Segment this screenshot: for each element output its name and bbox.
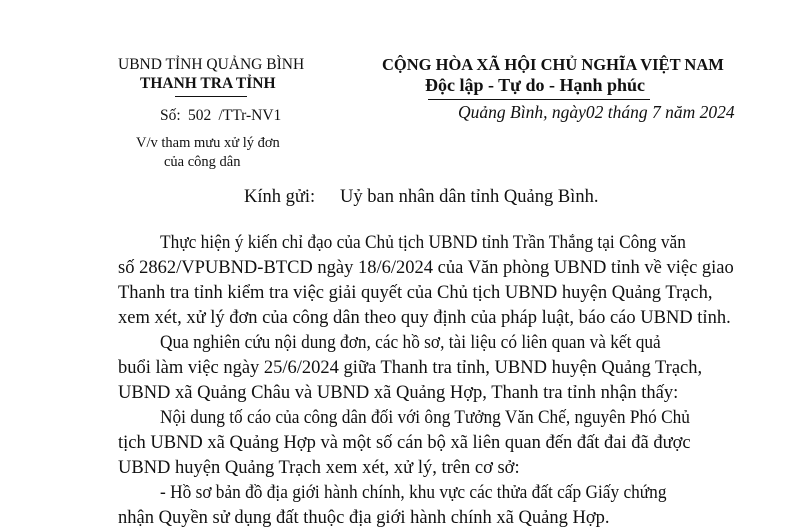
date-rest: tháng 7 năm 2024: [607, 102, 735, 122]
agency-parent: UBND TỈNH QUẢNG BÌNH: [118, 56, 305, 73]
agency-underline: [175, 96, 247, 97]
document-number: [160, 107, 281, 125]
subject-line-1: V/v tham mưu xử lý đơn: [136, 135, 280, 151]
body-line: xem xét, xử lý đơn của công dân theo quy định của pháp luật, báo cáo UBND tỉnh.: [118, 308, 731, 328]
agency-name: THANH TRA TỈNH: [140, 75, 276, 92]
body-line: UBND huyện Quảng Trạch xem xét, xử lý, trên cơ sở:: [118, 458, 520, 478]
number-value: 502: [187, 107, 212, 124]
date-prefix: Quảng Bình, ngày: [458, 102, 586, 122]
body-line: Thanh tra tỉnh kiểm tra việc giải quyết của Chủ tịch UBND huyện Quảng Trạch,: [118, 283, 713, 303]
body-line: Nội dung tố cáo của công dân đối với ông Tưởng Văn Chế, nguyên Phó Chủ: [160, 408, 690, 428]
recipient-label: Kính gửi:: [244, 187, 316, 207]
body-line: Qua nghiên cứu nội dung đơn, các hồ sơ, tài liệu có liên quan và kết quả: [160, 333, 661, 353]
number-label: Số:: [160, 107, 181, 124]
body-line: số 2862/VPUBND-BTCD ngày 18/6/2024 của Văn phòng UBND tỉnh về việc giao: [118, 258, 734, 278]
body-line: UBND xã Quảng Châu và UBND xã Quảng Hợp, Thanh tra tỉnh nhận thấy:: [118, 383, 679, 403]
date-day: 02: [585, 102, 604, 122]
country-name: CỘNG HÒA XÃ HỘI CHỦ NGHĨA VIỆT NAM: [382, 55, 724, 74]
subject-line-2: của công dân: [164, 154, 241, 170]
number-suffix: /TTr-NV1: [218, 107, 282, 124]
body-line: - Hồ sơ bản đồ địa giới hành chính, khu vực các thửa đất cấp Giấy chứng: [160, 483, 667, 503]
body-line: tịch UBND xã Quảng Hợp và một số cán bộ xã liên quan đến đất đai đã được: [118, 433, 691, 453]
national-motto: Độc lập - Tự do - Hạnh phúc: [425, 75, 646, 95]
date-place: [458, 102, 735, 123]
motto-underline: [428, 99, 650, 100]
recipient-name: Uỷ ban nhân dân tỉnh Quảng Bình.: [340, 187, 599, 207]
body-line: nhận Quyền sử dụng đất thuộc địa giới hành chính xã Quảng Hợp.: [118, 508, 610, 528]
body-line: buổi làm việc ngày 25/6/2024 giữa Thanh tra tỉnh, UBND huyện Quảng Trạch,: [118, 358, 703, 378]
body-line: Thực hiện ý kiến chỉ đạo của Chủ tịch UBND tỉnh Trần Thắng tại Công văn: [160, 233, 686, 253]
